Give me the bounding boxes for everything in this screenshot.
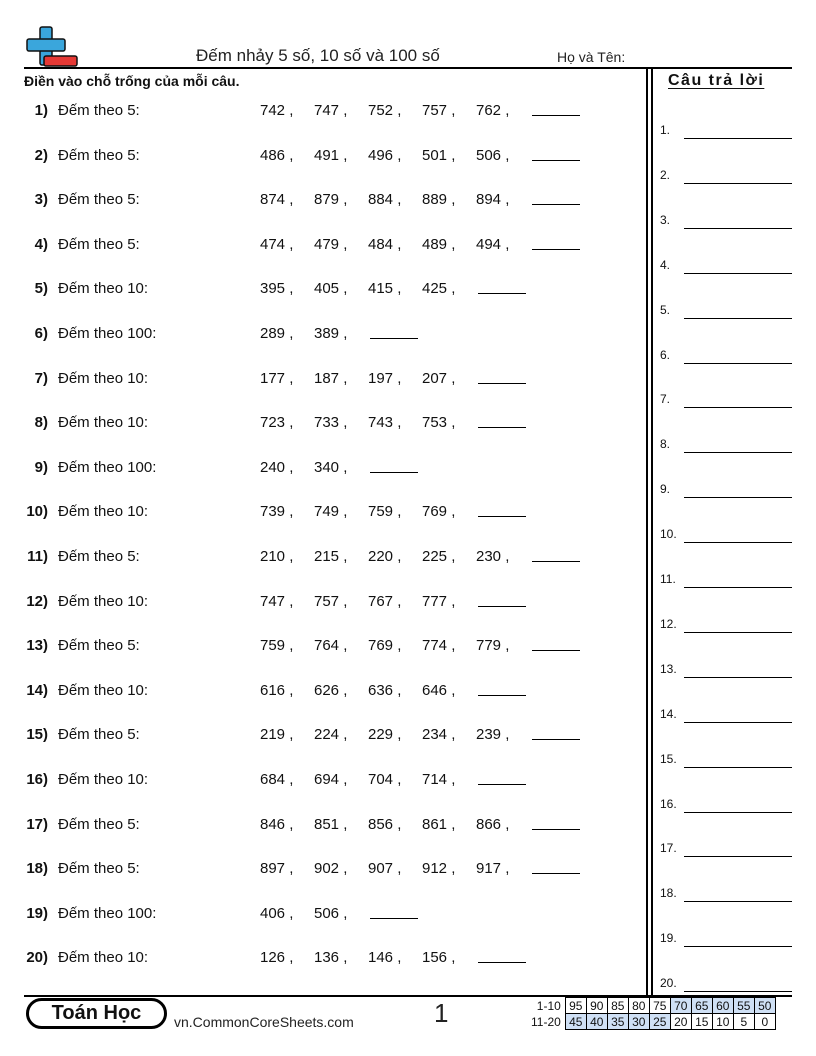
number-sequence <box>260 191 580 208</box>
sequence-number: 723 , <box>260 414 294 432</box>
answer-slot <box>660 121 792 141</box>
sequence-number: 506 , <box>314 904 348 922</box>
header-divider <box>24 67 792 69</box>
sequence-number: 917 , <box>476 860 510 878</box>
score-cell: 90 <box>586 998 607 1014</box>
sequence-number: 874 , <box>260 191 294 209</box>
question-number: 15) <box>26 726 48 744</box>
question-row <box>0 191 640 213</box>
number-sequence <box>260 236 580 253</box>
question-label: Đếm theo 10: <box>58 771 149 788</box>
instructions: Điền vào chỗ trống của mỗi câu. <box>24 73 240 89</box>
question-row <box>0 280 640 302</box>
sequence-number: 704 , <box>368 771 402 788</box>
question-label: Đếm theo 10: <box>58 369 149 387</box>
score-cell: 15 <box>691 1014 712 1030</box>
answer-slot <box>660 211 792 231</box>
sequence-number: 694 , <box>314 771 348 788</box>
sequence-number: 240 , <box>260 458 294 476</box>
sequence-number: 769 , <box>368 637 402 655</box>
question-label: Đếm theo 5: <box>58 637 140 655</box>
column-divider <box>646 68 648 995</box>
score-cell: 60 <box>712 998 733 1014</box>
question-number: 2) <box>34 146 48 164</box>
answer-slot <box>660 929 792 949</box>
score-cell: 65 <box>691 998 712 1014</box>
sequence-number: 636 , <box>368 681 402 699</box>
question-number: 5) <box>34 280 48 298</box>
answer-blank[interactable] <box>478 593 526 607</box>
number-sequence <box>260 459 418 476</box>
sequence-number: 894 , <box>476 191 510 209</box>
answer-number: 7. <box>660 392 671 407</box>
answer-number: 5. <box>660 302 671 317</box>
brand-badge: Toán Học <box>26 998 167 1029</box>
answer-number: 18. <box>660 886 677 901</box>
score-cell: 55 <box>733 998 754 1014</box>
score-cell: 10 <box>712 1014 733 1030</box>
answer-line[interactable] <box>684 228 792 229</box>
question-number: 20) <box>26 949 48 967</box>
sequence-number: 289 , <box>260 325 294 342</box>
sequence-number: 846 , <box>260 815 294 833</box>
answer-number: 12. <box>660 616 677 631</box>
answer-slot <box>660 166 792 186</box>
answer-line[interactable] <box>684 407 792 408</box>
question-row <box>0 236 640 258</box>
answer-line[interactable] <box>684 363 792 364</box>
column-divider <box>651 68 653 995</box>
answer-blank[interactable] <box>532 102 580 116</box>
answer-slot <box>660 390 792 410</box>
score-table <box>528 997 776 1030</box>
sequence-number: 229 , <box>368 726 402 744</box>
question-row <box>0 726 640 748</box>
sequence-number: 764 , <box>314 637 348 655</box>
answer-blank[interactable] <box>532 236 580 250</box>
question-row <box>0 414 640 436</box>
sequence-number: 207 , <box>422 369 456 387</box>
answer-line[interactable] <box>684 273 792 274</box>
score-cell: 45 <box>565 1014 586 1030</box>
number-sequence <box>260 593 526 610</box>
sequence-number: 733 , <box>314 414 348 432</box>
sequence-number: 405 , <box>314 280 348 298</box>
question-label: Đếm theo 100: <box>58 325 157 342</box>
sequence-number: 415 , <box>368 280 402 298</box>
question-row <box>0 771 640 793</box>
sequence-number: 889 , <box>422 191 456 209</box>
sequence-number: 224 , <box>314 726 348 744</box>
answer-number: 19. <box>660 931 677 946</box>
answer-blank[interactable] <box>478 370 526 384</box>
question-label: Đếm theo 5: <box>58 235 140 253</box>
score-cell: 75 <box>649 998 670 1014</box>
score-cell: 50 <box>754 998 775 1014</box>
sequence-number: 884 , <box>368 191 402 209</box>
answer-slot <box>660 795 792 815</box>
question-label: Đếm theo 100: <box>58 904 157 922</box>
question-row <box>0 860 640 882</box>
question-row <box>0 593 640 615</box>
answer-line[interactable] <box>684 767 792 768</box>
score-cell: 25 <box>649 1014 670 1030</box>
sequence-number: 156 , <box>422 949 456 967</box>
number-sequence <box>260 726 580 743</box>
sequence-number: 230 , <box>476 548 510 565</box>
sequence-number: 239 , <box>476 726 510 744</box>
answer-blank[interactable] <box>478 949 526 963</box>
number-sequence <box>260 503 526 520</box>
question-row <box>0 949 640 971</box>
question-label: Đếm theo 5: <box>58 102 140 119</box>
answer-line[interactable] <box>684 812 792 813</box>
score-row <box>528 998 775 1014</box>
answer-number: 2. <box>660 167 671 182</box>
answer-blank[interactable] <box>478 280 526 294</box>
answer-line[interactable] <box>684 722 792 723</box>
answer-slot <box>660 884 792 904</box>
sequence-number: 626 , <box>314 681 348 699</box>
answer-number: 8. <box>660 437 671 452</box>
sequence-number: 739 , <box>260 503 294 521</box>
sequence-number: 340 , <box>314 458 348 476</box>
question-row <box>0 370 640 392</box>
question-label: Đếm theo 10: <box>58 949 149 967</box>
number-sequence <box>260 816 580 833</box>
sequence-number: 759 , <box>368 503 402 521</box>
score-cell: 80 <box>628 998 649 1014</box>
sequence-number: 912 , <box>422 860 456 878</box>
answer-blank[interactable] <box>370 325 418 339</box>
sequence-number: 187 , <box>314 369 348 387</box>
answer-slot <box>660 570 792 590</box>
answer-line[interactable] <box>684 856 792 857</box>
answer-line[interactable] <box>684 587 792 588</box>
sequence-number: 491 , <box>314 146 348 164</box>
answer-blank[interactable] <box>532 147 580 161</box>
answer-blank[interactable] <box>532 637 580 651</box>
score-cell: 20 <box>670 1014 691 1030</box>
answer-slot <box>660 660 792 680</box>
question-row <box>0 816 640 838</box>
answer-line[interactable] <box>684 318 792 319</box>
answer-line[interactable] <box>684 452 792 453</box>
number-sequence <box>260 905 418 922</box>
sequence-number: 177 , <box>260 369 294 387</box>
answer-line[interactable] <box>684 183 792 184</box>
site-url: vn.CommonCoreSheets.com <box>174 1014 354 1030</box>
sequence-number: 757 , <box>314 592 348 610</box>
question-label: Đếm theo 5: <box>58 146 140 164</box>
answer-number: 10. <box>660 527 677 542</box>
sequence-number: 684 , <box>260 771 294 788</box>
question-label: Đếm theo 10: <box>58 681 149 699</box>
question-row <box>0 905 640 927</box>
sequence-number: 220 , <box>368 548 402 565</box>
answer-number: 11. <box>660 572 676 586</box>
question-number: 14) <box>26 681 48 699</box>
sequence-number: 777 , <box>422 592 456 610</box>
number-sequence <box>260 280 526 297</box>
sequence-number: 907 , <box>368 860 402 878</box>
answer-blank[interactable] <box>532 191 580 205</box>
score-cell: 85 <box>607 998 628 1014</box>
question-label: Đếm theo 10: <box>58 414 149 432</box>
number-sequence <box>260 771 526 788</box>
page-title: Đếm nhảy 5 số, 10 số và 100 số <box>196 46 440 65</box>
question-row <box>0 503 640 525</box>
question-label: Đếm theo 5: <box>58 815 140 833</box>
question-number: 18) <box>26 860 48 878</box>
question-number: 3) <box>34 191 48 209</box>
answer-blank[interactable] <box>532 860 580 874</box>
question-number: 19) <box>26 904 48 922</box>
answer-slot <box>660 256 792 276</box>
answer-number: 20. <box>660 976 677 991</box>
score-cell: 70 <box>670 998 691 1014</box>
sequence-number: 484 , <box>368 235 402 253</box>
answer-slot <box>660 615 792 635</box>
sequence-number: 146 , <box>368 949 402 967</box>
sequence-number: 646 , <box>422 681 456 699</box>
question-number: 13) <box>26 637 48 655</box>
score-range: 11-20 <box>531 1014 561 1029</box>
answer-slot <box>660 525 792 545</box>
question-number: 8) <box>34 414 48 432</box>
answer-blank[interactable] <box>478 682 526 696</box>
question-number: 11) <box>27 548 48 565</box>
sequence-number: 743 , <box>368 414 402 432</box>
answer-slot <box>660 705 792 725</box>
question-number: 1) <box>34 102 48 119</box>
number-sequence <box>260 102 580 119</box>
question-label: Đếm theo 5: <box>58 548 140 565</box>
sequence-number: 779 , <box>476 637 510 655</box>
answer-number: 16. <box>660 796 677 811</box>
sequence-number: 479 , <box>314 235 348 253</box>
name-label: Họ và Tên: <box>557 49 626 65</box>
score-cell: 95 <box>565 998 586 1014</box>
sequence-number: 501 , <box>422 146 456 164</box>
answer-number: 13. <box>660 661 677 676</box>
sequence-number: 752 , <box>368 102 402 119</box>
number-sequence <box>260 949 526 966</box>
sequence-number: 714 , <box>422 771 456 788</box>
sequence-number: 395 , <box>260 280 294 298</box>
question-label: Đếm theo 5: <box>58 726 140 744</box>
number-sequence <box>260 325 418 342</box>
answer-blank[interactable] <box>370 905 418 919</box>
sequence-number: 851 , <box>314 815 348 833</box>
answer-line[interactable] <box>684 677 792 678</box>
question-row <box>0 147 640 169</box>
sequence-number: 616 , <box>260 681 294 699</box>
answer-slot <box>660 750 792 770</box>
answer-number: 6. <box>660 347 671 362</box>
question-row <box>0 637 640 659</box>
score-cell: 35 <box>607 1014 628 1030</box>
answers-title: Câu trả lời <box>668 72 765 89</box>
number-sequence <box>260 682 526 699</box>
question-label: Đếm theo 10: <box>58 503 149 521</box>
sequence-number: 747 , <box>314 102 348 119</box>
sequence-number: 197 , <box>368 369 402 387</box>
answer-slot <box>660 974 792 994</box>
sequence-number: 506 , <box>476 146 510 164</box>
answer-blank[interactable] <box>478 414 526 428</box>
sequence-number: 234 , <box>422 726 456 744</box>
score-cell: 30 <box>628 1014 649 1030</box>
score-cell: 40 <box>586 1014 607 1030</box>
question-row <box>0 325 640 347</box>
answer-slot <box>660 435 792 455</box>
answer-number: 3. <box>660 212 671 227</box>
question-number: 12) <box>26 592 48 610</box>
sequence-number: 742 , <box>260 102 294 119</box>
logo-icon <box>24 26 80 68</box>
sequence-number: 762 , <box>476 102 510 119</box>
number-sequence <box>260 414 526 431</box>
sequence-number: 753 , <box>422 414 456 432</box>
number-sequence <box>260 637 580 654</box>
question-label: Đếm theo 100: <box>58 458 157 476</box>
score-cell: 5 <box>733 1014 754 1030</box>
sequence-number: 879 , <box>314 191 348 209</box>
sequence-number: 757 , <box>422 102 456 119</box>
score-cell: 0 <box>754 1014 775 1030</box>
question-number: 4) <box>34 235 48 253</box>
question-row <box>0 102 640 124</box>
answer-slot <box>660 480 792 500</box>
answer-line[interactable] <box>684 632 792 633</box>
question-number: 17) <box>26 815 48 833</box>
sequence-number: 897 , <box>260 860 294 878</box>
answer-slot <box>660 301 792 321</box>
question-number: 16) <box>26 771 48 788</box>
answer-number: 9. <box>660 482 671 497</box>
page-number: 1 <box>434 998 449 1028</box>
answer-blank[interactable] <box>478 503 526 517</box>
answer-blank[interactable] <box>532 816 580 830</box>
answer-line[interactable] <box>684 991 792 992</box>
sequence-number: 747 , <box>260 592 294 610</box>
sequence-number: 489 , <box>422 235 456 253</box>
score-range: 1-10 <box>536 998 561 1013</box>
sequence-number: 486 , <box>260 146 294 164</box>
sequence-number: 215 , <box>314 548 348 565</box>
sequence-number: 759 , <box>260 637 294 655</box>
answer-line[interactable] <box>684 946 792 947</box>
sequence-number: 494 , <box>476 235 510 253</box>
sequence-number: 496 , <box>368 146 402 164</box>
answer-line[interactable] <box>684 542 792 543</box>
question-row <box>0 548 640 570</box>
answer-blank[interactable] <box>532 726 580 740</box>
answer-blank[interactable] <box>478 771 526 785</box>
sequence-number: 769 , <box>422 503 456 521</box>
answer-line[interactable] <box>684 901 792 902</box>
question-label: Đếm theo 10: <box>58 592 149 610</box>
answer-number: 15. <box>660 751 677 766</box>
question-label: Đếm theo 10: <box>58 280 149 298</box>
question-label: Đếm theo 5: <box>58 191 140 209</box>
question-number: 6) <box>34 325 48 342</box>
sequence-number: 225 , <box>422 548 456 565</box>
answer-line[interactable] <box>684 138 792 139</box>
answer-number: 4. <box>660 257 671 272</box>
sequence-number: 767 , <box>368 592 402 610</box>
answer-slot <box>660 346 792 366</box>
sequence-number: 774 , <box>422 637 456 655</box>
number-sequence <box>260 548 580 565</box>
answer-blank[interactable] <box>532 548 580 562</box>
answer-number: 1. <box>660 123 671 137</box>
sequence-number: 474 , <box>260 235 294 253</box>
number-sequence <box>260 860 580 877</box>
answer-slot <box>660 839 792 859</box>
question-number: 9) <box>34 458 48 476</box>
sequence-number: 425 , <box>422 280 456 298</box>
sequence-number: 136 , <box>314 949 348 967</box>
sequence-number: 219 , <box>260 726 294 744</box>
sequence-number: 210 , <box>260 548 294 565</box>
question-number: 10) <box>26 503 48 521</box>
sequence-number: 406 , <box>260 904 294 922</box>
sequence-number: 856 , <box>368 815 402 833</box>
answer-number: 14. <box>660 706 677 721</box>
question-row <box>0 459 640 481</box>
sequence-number: 749 , <box>314 503 348 521</box>
answer-blank[interactable] <box>370 459 418 473</box>
answer-number: 17. <box>660 841 677 856</box>
number-sequence <box>260 147 580 164</box>
sequence-number: 866 , <box>476 815 510 833</box>
sequence-number: 126 , <box>260 949 294 967</box>
answer-line[interactable] <box>684 497 792 498</box>
score-row <box>528 1014 775 1030</box>
sequence-number: 902 , <box>314 860 348 878</box>
question-row <box>0 682 640 704</box>
sequence-number: 389 , <box>314 325 348 342</box>
sequence-number: 861 , <box>422 815 456 833</box>
question-number: 7) <box>34 369 48 387</box>
number-sequence <box>260 370 526 387</box>
question-label: Đếm theo 5: <box>58 860 140 878</box>
